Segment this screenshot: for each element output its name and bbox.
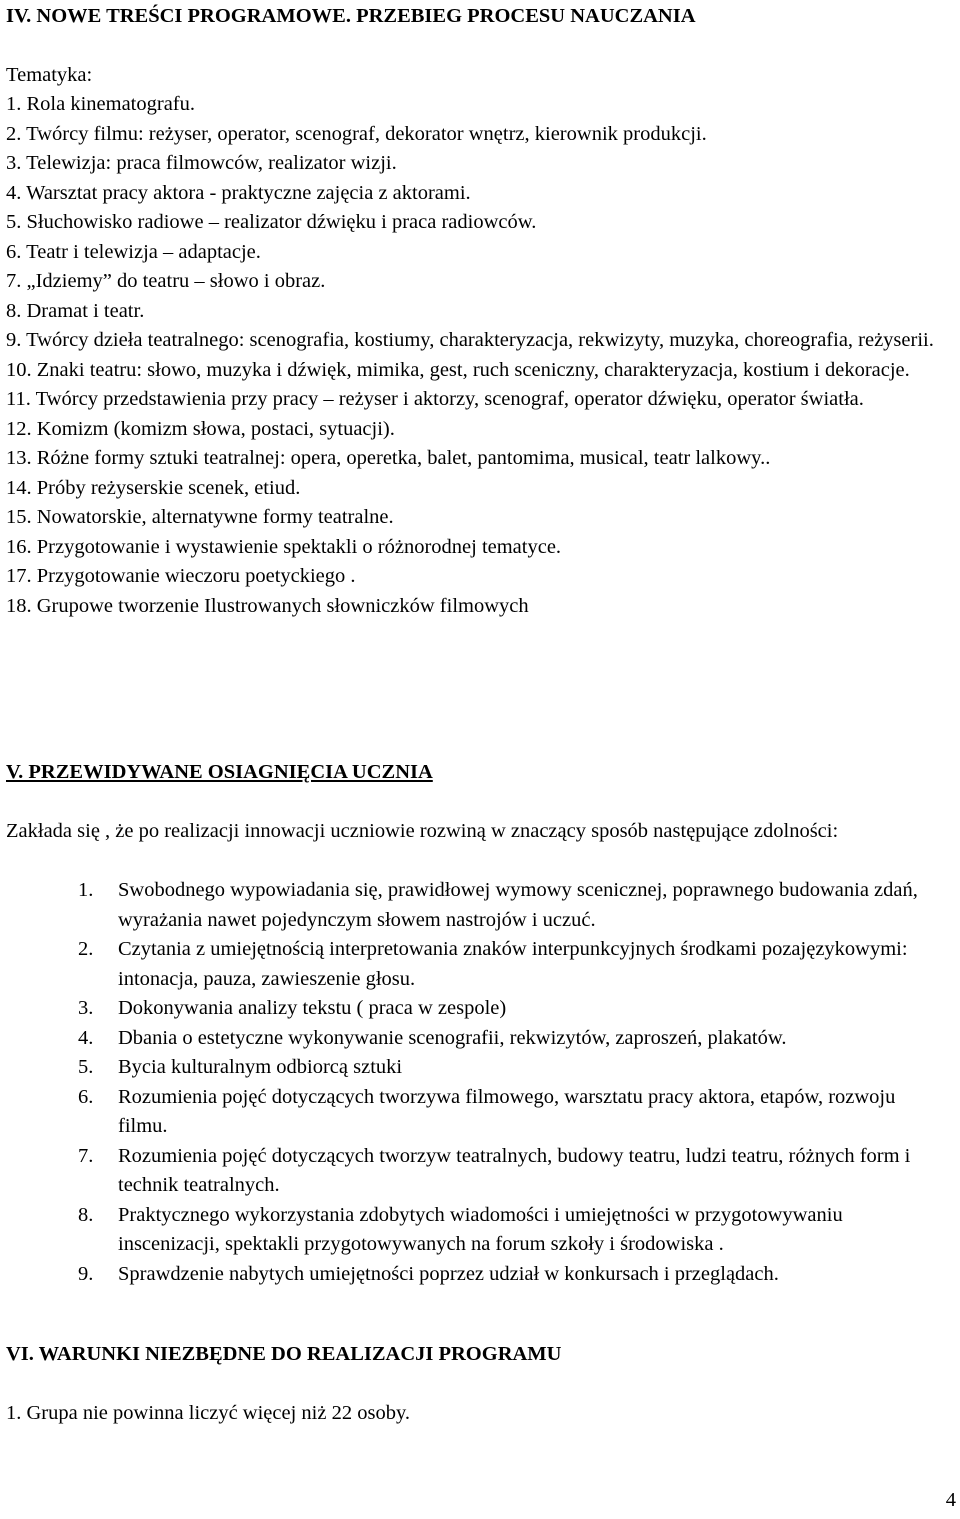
skill-item — [6, 1201, 946, 1260]
skills-list — [6, 876, 946, 1289]
skill-number: 4. — [78, 1026, 94, 1049]
skill-text: Praktycznego wykorzystania zdobytych wiadomości i umiejętności w przygotowywaniu inscenizacji, spektakli przygotowywanych na forum szkoły i środowiska . — [118, 1203, 843, 1255]
topic-item: 17. Przygotowanie wieczoru poetyckiego . — [6, 565, 356, 587]
topic-item: 8. Dramat i teatr. — [6, 299, 145, 322]
skill-number: 6. — [78, 1085, 94, 1108]
skill-item — [6, 876, 946, 935]
skill-item — [6, 1142, 946, 1201]
topic-item: 2. Twórcy filmu: reżyser, operator, scenograf, dekorator wnętrz, kierownik produkcji. — [6, 122, 707, 145]
skill-number: 5. — [78, 1056, 94, 1078]
section-4-heading: IV. NOWE TREŚCI PROGRAMOWE. PRZEBIEG PROCESU NAUCZANIA — [6, 5, 696, 27]
skill-item — [6, 1053, 946, 1083]
skill-text: Rozumienia pojęć dotyczących tworzyw teatralnych, budowy teatru, ludzi teatru, różnych form i technik teatralnych. — [118, 1144, 911, 1196]
skill-text: Dbania o estetyczne wykonywanie scenografii, rekwizytów, zaproszeń, plakatów. — [118, 1026, 787, 1049]
topic-item: 7. „Idziemy” do teatru – słowo i obraz. — [6, 270, 326, 292]
topic-item: 11. Twórcy przedstawienia przy pracy – reżyser i aktorzy, scenograf, operator dźwięku, operator światła. — [6, 388, 864, 410]
condition-item: 1. Grupa nie powinna liczyć więcej niż 22 osoby. — [6, 1402, 410, 1424]
topic-item: 4. Warsztat pracy aktora - praktyczne zajęcia z aktorami. — [6, 181, 471, 204]
section-5-heading: V. PRZEWIDYWANE OSIAGNIĘCIA UCZNIA — [6, 761, 433, 783]
topic-item: 1. Rola kinematografu. — [6, 93, 196, 115]
topic-item: 5. Słuchowisko radiowe – realizator dźwięku i praca radiowców. — [6, 211, 537, 233]
topic-item: 3. Telewizja: praca filmowców, realizator wizji. — [6, 152, 397, 174]
skill-text: Sprawdzenie nabytych umiejętności poprzez udział w konkursach i przeglądach. — [118, 1262, 779, 1285]
skill-text: Dokonywania analizy tekstu ( praca w zespole) — [118, 997, 507, 1019]
topic-item: 10. Znaki teatru: słowo, muzyka i dźwięk, mimika, gest, ruch sceniczny, charakteryzacja, kostium i dekoracje. — [6, 358, 910, 381]
skill-text: Bycia kulturalnym odbiorcą sztuki — [118, 1056, 403, 1078]
skill-number: 8. — [78, 1203, 94, 1226]
topic-item: 18. Grupowe tworzenie Ilustrowanych słowniczków filmowych — [6, 594, 529, 617]
skill-number: 2. — [78, 938, 94, 960]
topics-label: Tematyka: — [6, 64, 93, 86]
topic-item: 14. Próby reżyserskie scenek, etiud. — [6, 476, 301, 499]
topic-item: 13. Różne formy sztuki teatralnej: opera, operetka, balet, pantomima, musical, teatr lalkowy.. — [6, 447, 771, 469]
skill-number: 1. — [78, 879, 94, 901]
topic-item: 12. Komizm (komizm słowa, postaci, sytuacji). — [6, 417, 395, 440]
skill-text: Rozumienia pojęć dotyczących tworzywa filmowego, warsztatu pracy aktora, etapów, rozwoju filmu. — [118, 1085, 896, 1137]
page-number: 4 — [945, 1489, 956, 1511]
skill-text: Czytania z umiejętnością interpretowania znaków interpunkcyjnych środkami pozajęzykowymi: intonacja, pauza, zawieszenie głosu. — [118, 938, 908, 990]
skill-item — [6, 935, 946, 994]
skill-number: 3. — [78, 997, 94, 1019]
skill-number: 7. — [78, 1144, 94, 1167]
topic-item: 15. Nowatorskie, alternatywne formy teatralne. — [6, 506, 394, 528]
skill-item — [6, 1083, 946, 1142]
skill-item — [6, 1260, 946, 1290]
topic-item: 6. Teatr i telewizja – adaptacje. — [6, 240, 261, 263]
skill-item — [6, 994, 946, 1024]
section-5-intro: Zakłada się , że po realizacji innowacji uczniowie rozwiną w znaczący sposób następujące zdolności: — [6, 820, 839, 842]
topic-item: 16. Przygotowanie i wystawienie spektakli o różnorodnej tematyce. — [6, 535, 562, 558]
skill-number: 9. — [78, 1262, 94, 1285]
topics-list — [6, 90, 946, 621]
skill-text: Swobodnego wypowiadania się, prawidłowej wymowy scenicznej, poprawnego budowania zdań, wyrażania nawet pojedynczym słowem nastrojów i uczuć. — [118, 879, 918, 931]
topic-item: 9. Twórcy dzieła teatralnego: scenografia, kostiumy, charakteryzacja, rekwizyty, muzyka, choreografia, reżyserii. — [6, 329, 934, 351]
section-6-heading: VI. WARUNKI NIEZBĘDNE DO REALIZACJI PROGRAMU — [6, 1343, 562, 1365]
skill-item — [6, 1024, 946, 1054]
